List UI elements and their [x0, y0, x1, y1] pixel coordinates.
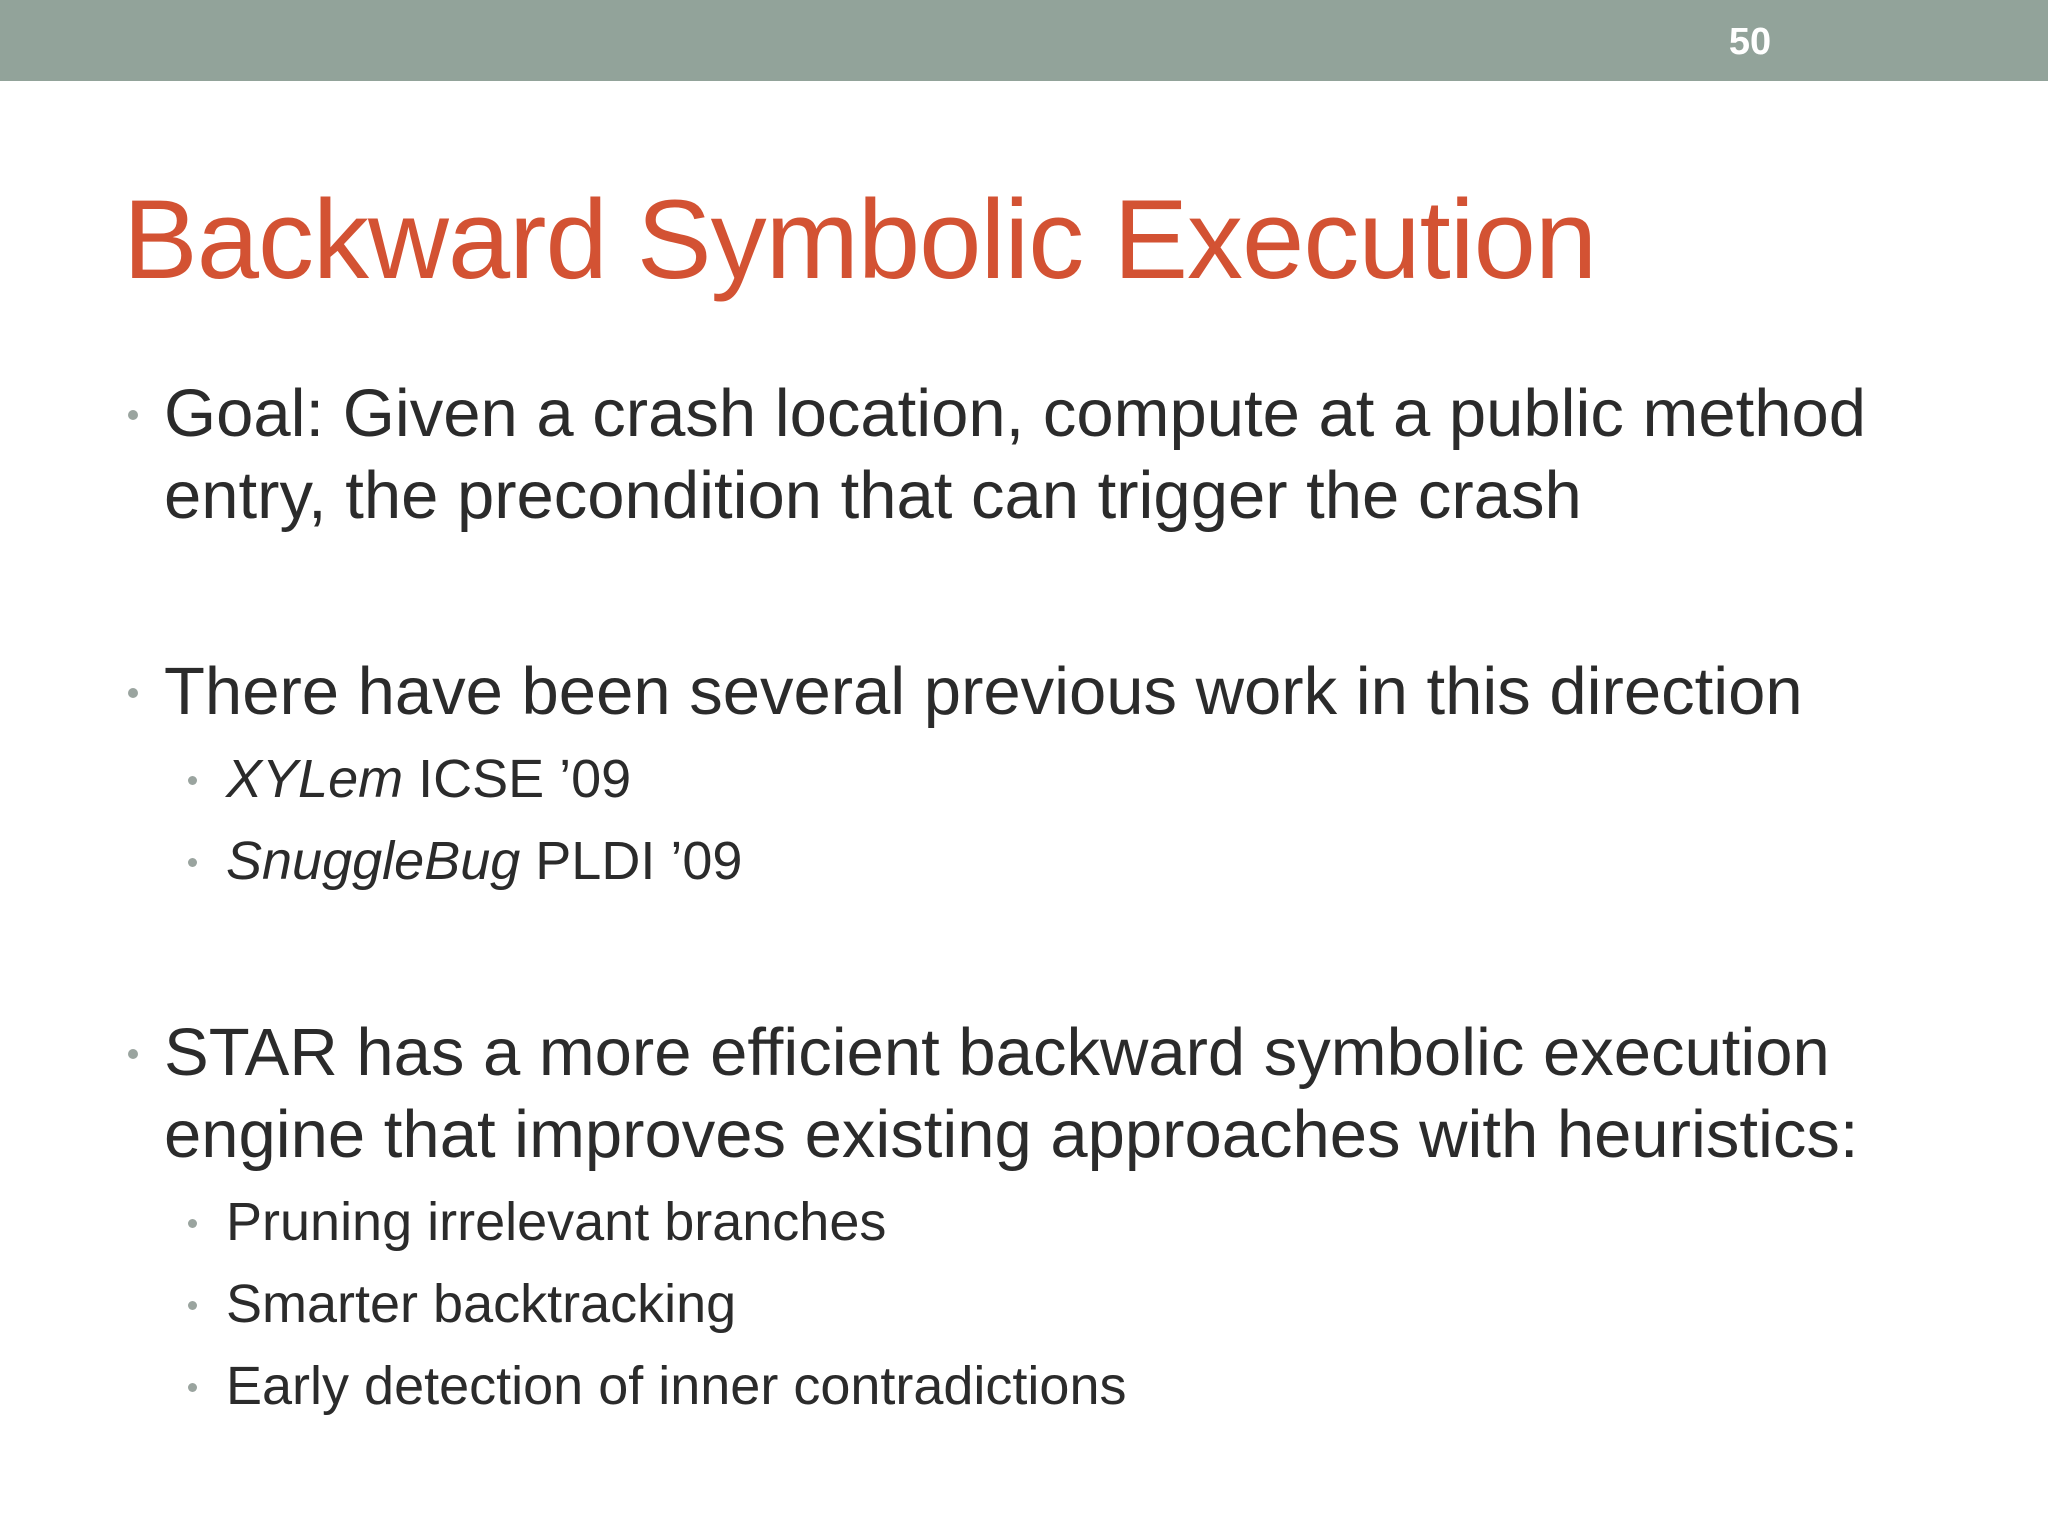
- bullet-2-line-1: There have been several previous work in this direction: [164, 654, 1803, 729]
- sub-bullet-dot: [188, 858, 197, 867]
- sub-bullet-dot: [188, 1383, 197, 1392]
- sub-bullet-snugglebug: [226, 828, 742, 894]
- sub-bullet-xylem: [226, 746, 631, 812]
- slide-number: 50: [1728, 21, 1772, 63]
- slide-title: Backward Symbolic Execution: [123, 177, 1597, 302]
- sub-bullet-dot: [188, 1219, 197, 1228]
- bullet-dot: [128, 1049, 138, 1059]
- bullet-1-line-2: entry, the precondition that can trigger the crash: [164, 458, 1582, 533]
- sub-bullet-tool-name: XYLem: [226, 749, 404, 809]
- bullet-3-line-1: STAR has a more efficient backward symbolic execution: [164, 1015, 1830, 1090]
- bullet-dot: [128, 688, 138, 698]
- bullet-dot: [128, 410, 138, 420]
- sub-bullet-dot: [188, 1301, 197, 1310]
- sub-bullet-tool-name: SnuggleBug: [226, 831, 521, 891]
- bullet-1-line-1: Goal: Given a crash location, compute at a public method: [164, 376, 1866, 451]
- sub-bullet-contradictions: Early detection of inner contradictions: [226, 1356, 1127, 1416]
- sub-bullet-dot: [188, 776, 197, 785]
- sub-bullet-venue: PLDI ’09: [520, 831, 743, 891]
- sub-bullet-backtracking: Smarter backtracking: [226, 1274, 737, 1334]
- sub-bullet-pruning: Pruning irrelevant branches: [226, 1192, 887, 1252]
- bullet-3-line-2: engine that improves existing approaches with heuristics:: [164, 1097, 1859, 1172]
- sub-bullet-venue: ICSE ’09: [403, 749, 632, 809]
